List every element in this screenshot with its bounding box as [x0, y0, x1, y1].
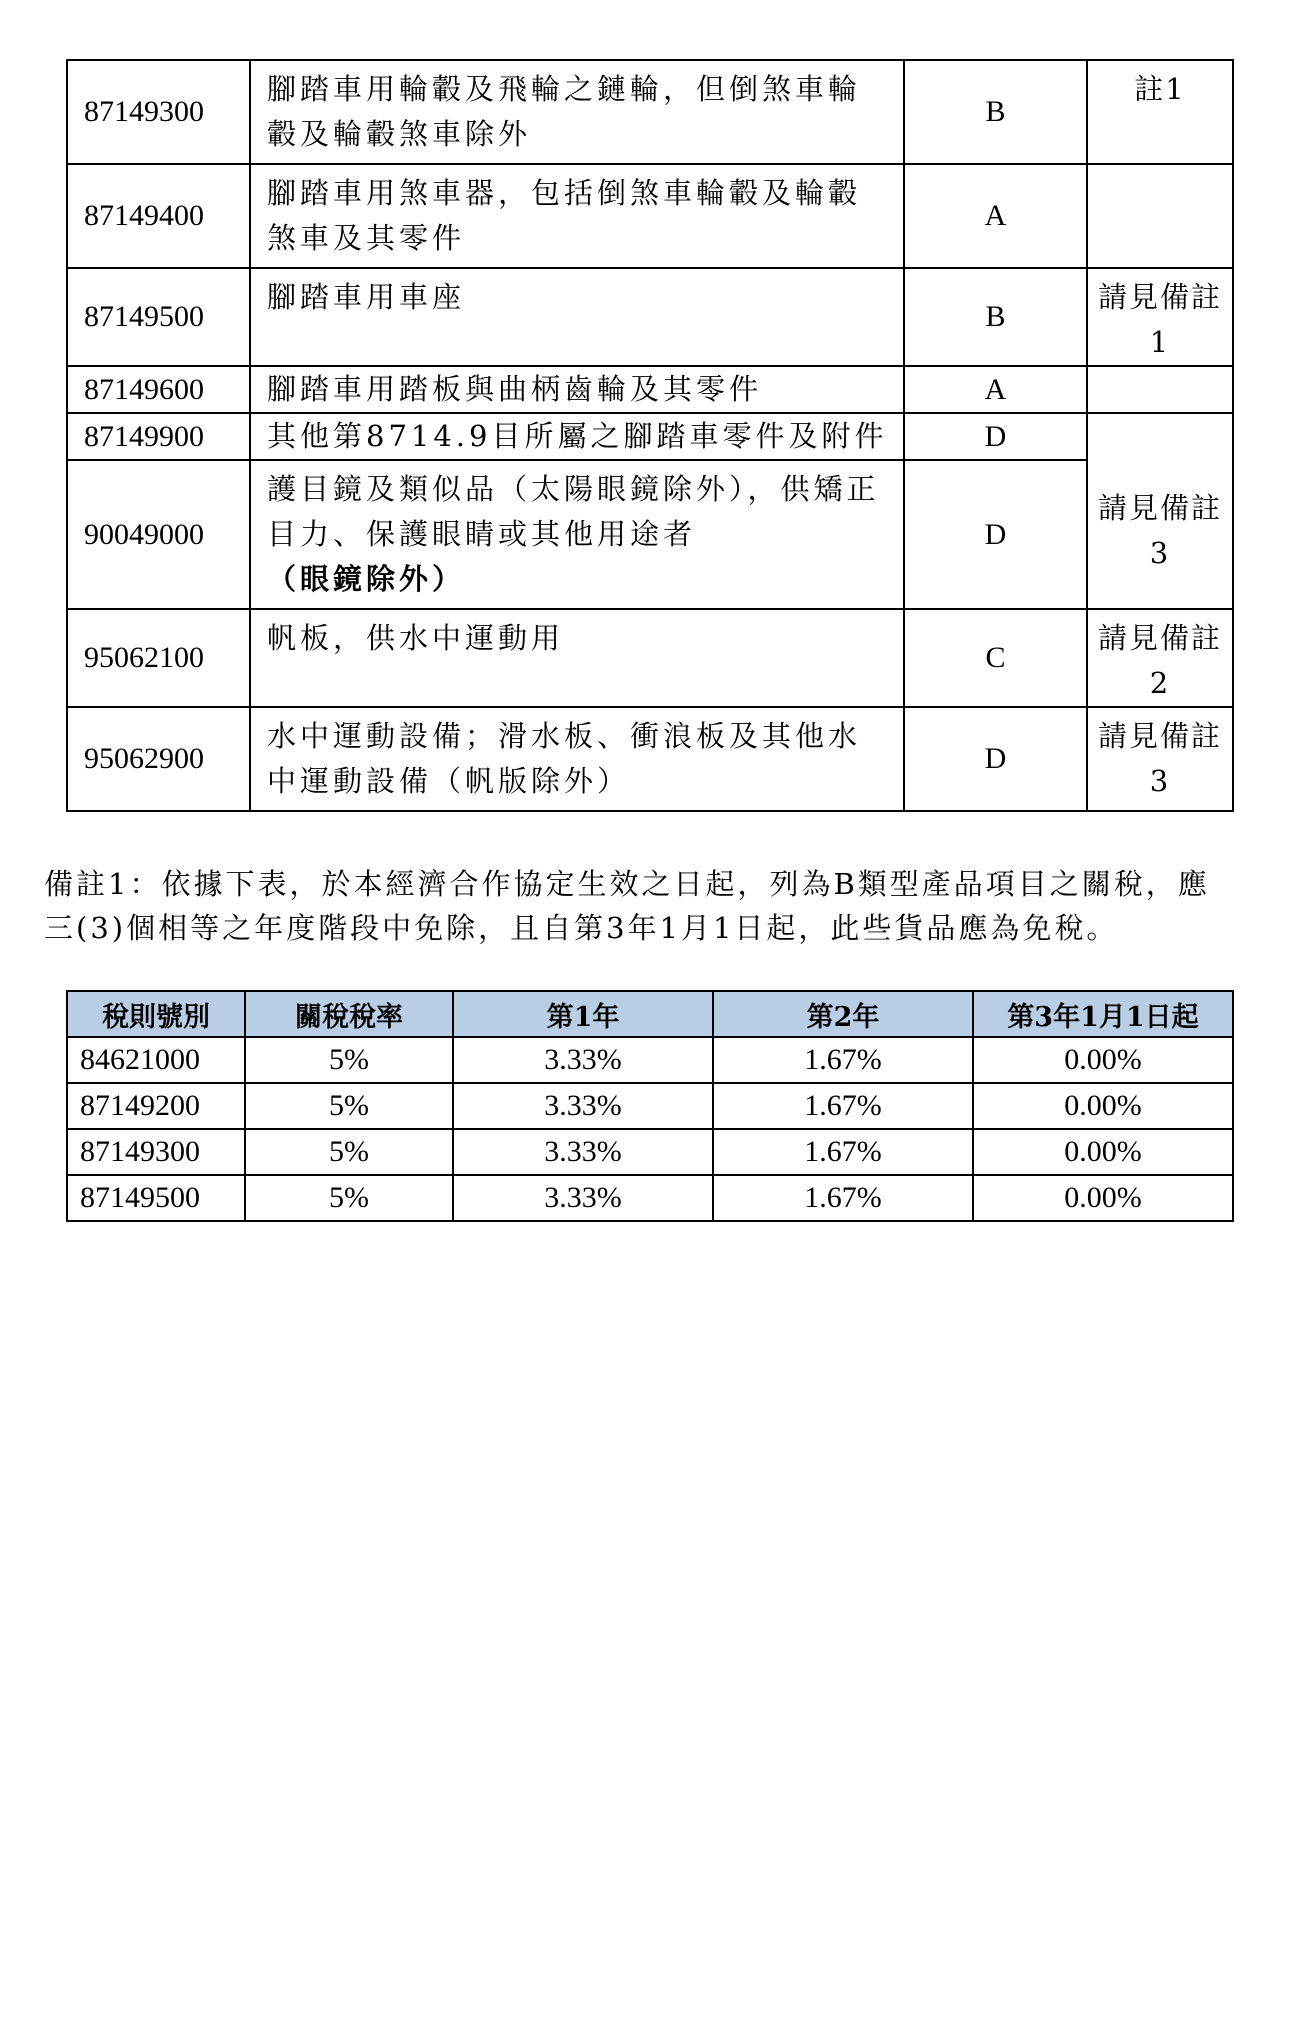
note: 請見備註3 [1087, 707, 1233, 811]
product-description: 其他第8714.9目所屬之腳踏車零件及附件 [250, 413, 904, 460]
tariff-code: 95062100 [67, 609, 250, 707]
tariff-code: 87149200 [67, 1083, 245, 1129]
product-description: 帆板，供水中運動用 [250, 609, 904, 707]
table-row [67, 60, 1233, 164]
note: 請見備註2 [1087, 609, 1233, 707]
category: D [904, 460, 1087, 609]
base-rate: 5% [245, 1037, 453, 1083]
table-row [67, 1083, 1233, 1129]
year3-rate: 0.00% [973, 1129, 1233, 1175]
table-row [67, 366, 1233, 413]
category: D [904, 413, 1087, 460]
tariff-table [66, 59, 1234, 812]
tariff-code: 87149500 [67, 268, 250, 366]
year3-rate: 0.00% [973, 1175, 1233, 1221]
remark-paragraph [44, 862, 1308, 950]
table-row [67, 1129, 1233, 1175]
category: C [904, 609, 1087, 707]
year2-rate: 1.67% [713, 1083, 973, 1129]
year2-rate: 1.67% [713, 1175, 973, 1221]
note: 請見備註1 [1087, 268, 1233, 366]
table-row [67, 1037, 1233, 1083]
table-row [67, 164, 1233, 268]
table-row [67, 609, 1233, 707]
year1-rate: 3.33% [453, 1175, 713, 1221]
category: A [904, 164, 1087, 268]
table-header-row [67, 991, 1233, 1037]
year1-rate: 3.33% [453, 1037, 713, 1083]
table-row [67, 268, 1233, 366]
table-row [67, 707, 1233, 811]
column-header: 關稅稅率 [245, 991, 453, 1037]
tariff-code: 87149500 [67, 1175, 245, 1221]
base-rate: 5% [245, 1129, 453, 1175]
year3-rate: 0.00% [973, 1083, 1233, 1129]
product-description [250, 460, 904, 609]
column-header: 第1年 [453, 991, 713, 1037]
table-row [67, 1175, 1233, 1221]
category: B [904, 268, 1087, 366]
note: 註1 [1087, 60, 1233, 164]
note [1087, 164, 1233, 268]
remark-line: 三(3)個相等之年度階段中免除，且自第3年1月1日起，此些貨品應為免稅。 [44, 911, 1119, 945]
product-description: 腳踏車用煞車器，包括倒煞車輪轂及輪轂煞車及其零件 [250, 164, 904, 268]
description-text: 護目鏡及類似品（太陽眼鏡除外），供矯正目力、保護眼睛或其他用途者 [267, 472, 880, 551]
product-description: 腳踏車用輪轂及飛輪之鏈輪，但倒煞車輪轂及輪轂煞車除外 [250, 60, 904, 164]
remark-line: 備註1：依據下表，於本經濟合作協定生效之日起，列為B類型產品項目之關稅，應 [44, 867, 1210, 901]
base-rate: 5% [245, 1175, 453, 1221]
description-emphasis: （眼鏡除外） [267, 562, 466, 596]
product-description: 腳踏車用踏板與曲柄齒輪及其零件 [250, 366, 904, 413]
tariff-code: 95062900 [67, 707, 250, 811]
year1-rate: 3.33% [453, 1129, 713, 1175]
year2-rate: 1.67% [713, 1129, 973, 1175]
year2-rate: 1.67% [713, 1037, 973, 1083]
table-row [67, 460, 1233, 609]
tariff-code: 87149900 [67, 413, 250, 460]
column-header: 第3年1月1日起 [973, 991, 1233, 1037]
category: D [904, 707, 1087, 811]
table-row [67, 413, 1233, 460]
column-header: 第2年 [713, 991, 973, 1037]
tariff-code: 87149300 [67, 60, 250, 164]
tariff-code: 87149300 [67, 1129, 245, 1175]
column-header: 稅則號別 [67, 991, 245, 1037]
tariff-code: 87149400 [67, 164, 250, 268]
note: 請見備註3 [1087, 413, 1233, 609]
year1-rate: 3.33% [453, 1083, 713, 1129]
category: A [904, 366, 1087, 413]
tariff-code: 84621000 [67, 1037, 245, 1083]
year3-rate: 0.00% [973, 1037, 1233, 1083]
tariff-code: 90049000 [67, 460, 250, 609]
tariff-code: 87149600 [67, 366, 250, 413]
note [1087, 366, 1233, 413]
category: B [904, 60, 1087, 164]
base-rate: 5% [245, 1083, 453, 1129]
product-description: 腳踏車用車座 [250, 268, 904, 366]
product-description: 水中運動設備；滑水板、衝浪板及其他水中運動設備（帆版除外） [250, 707, 904, 811]
staging-table [66, 990, 1234, 1222]
